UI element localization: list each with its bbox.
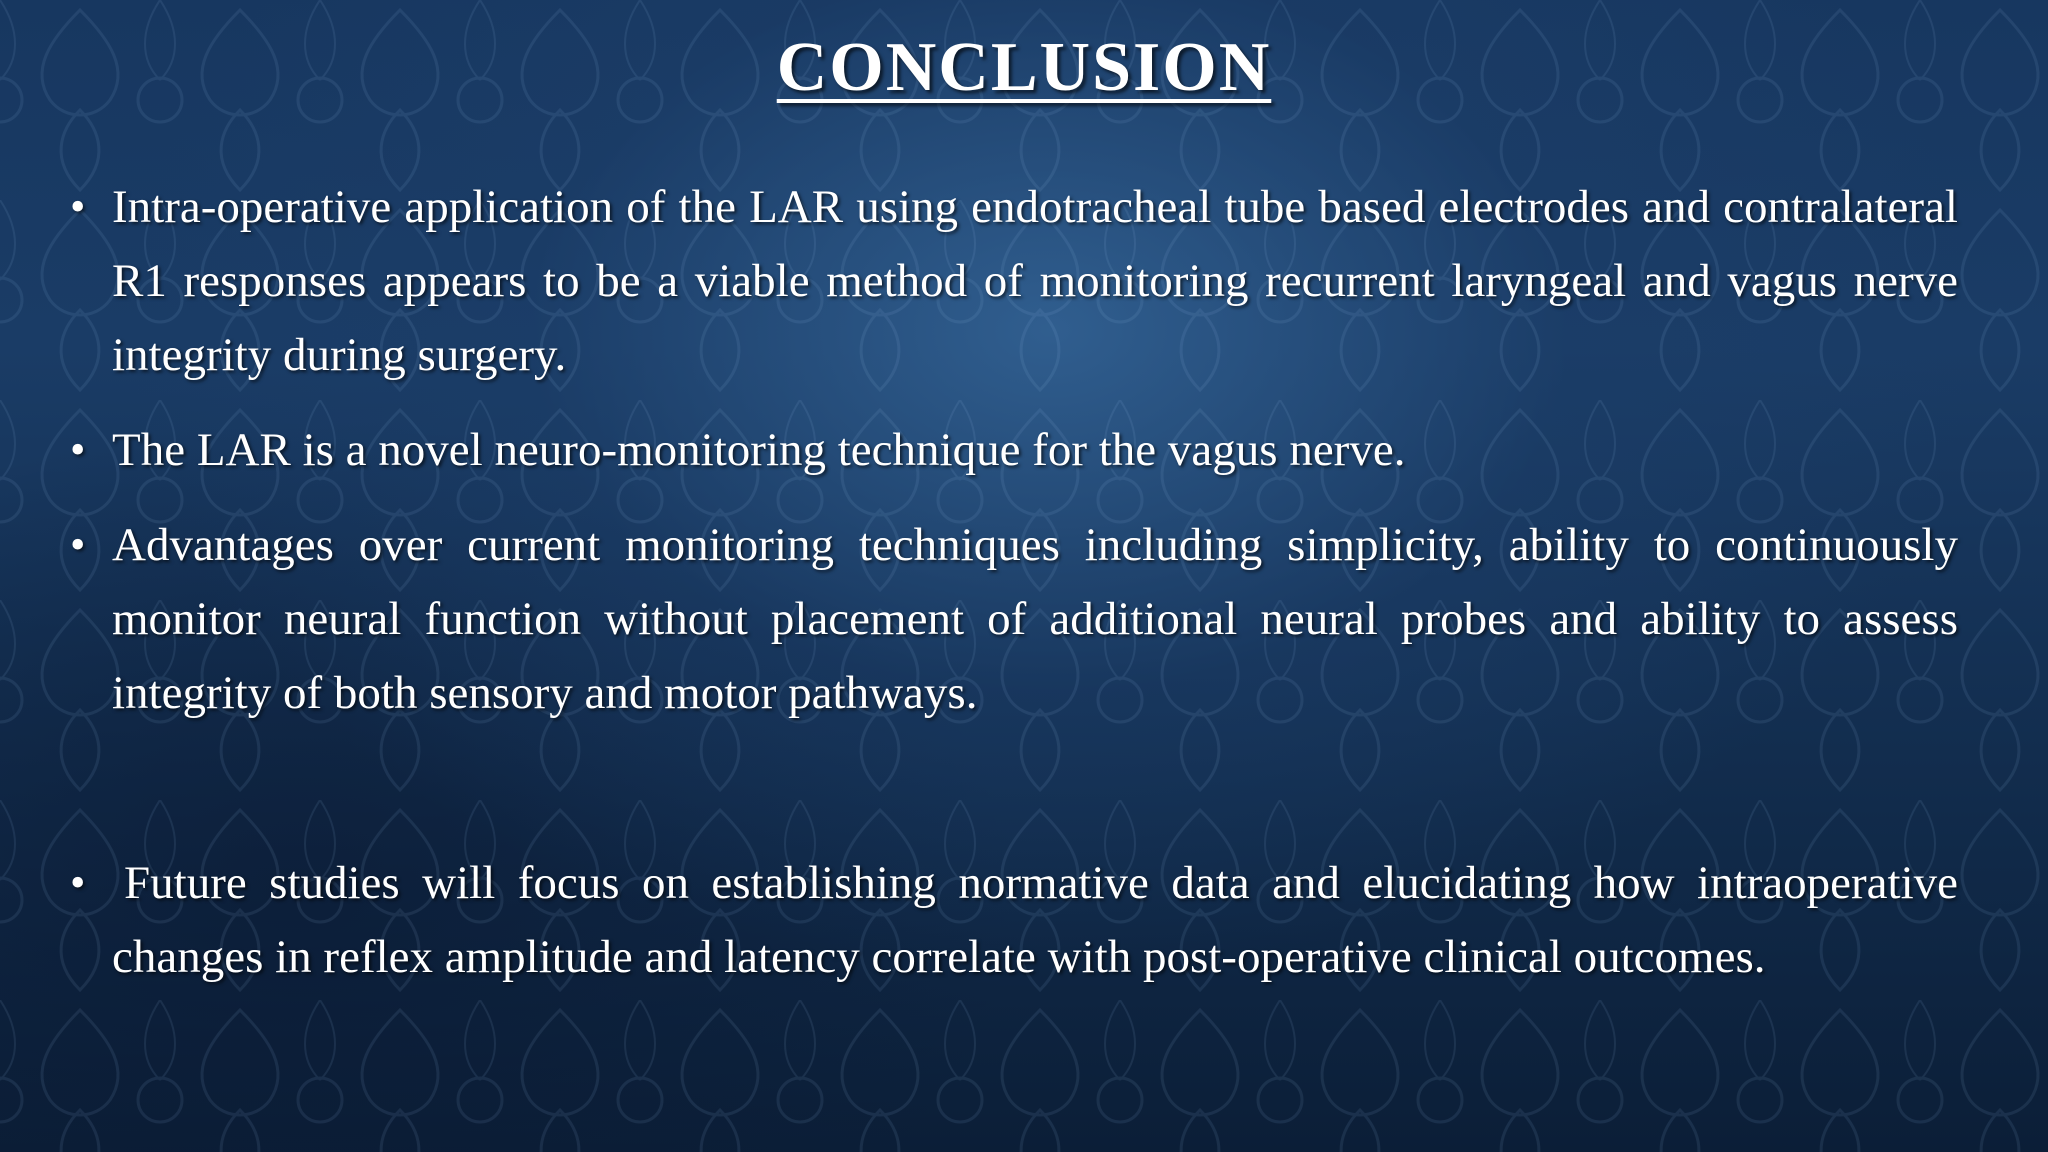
slide-title-text: CONCLUSION <box>776 29 1272 106</box>
bullet-item <box>70 413 1958 487</box>
bullet-text: The LAR is a novel neuro-monitoring technique for the vagus nerve. <box>112 424 1406 476</box>
bullet-text: Advantages over current monitoring techniques including simplicity, ability to continuously monitor neural function without placement of additional neural probes and ability to assess integrity of both sensory and motor pathways. <box>112 519 1958 719</box>
bullet-item <box>70 170 1958 392</box>
bullet-dot: • <box>70 425 86 474</box>
bullet-dot: • <box>70 182 86 231</box>
bullet-text: Intra-operative application of the LAR using endotracheal tube based electrodes and contralateral R1 responses appears to be a viable method of monitoring recurrent laryngeal and vagus nerve integrity during surgery. <box>112 181 1958 381</box>
bullet-item <box>70 508 1958 730</box>
slide-title <box>0 28 2048 108</box>
bullet-dot: • <box>70 858 86 907</box>
bullet-item <box>70 846 1958 994</box>
bullet-text: Future studies will focus on establishing normative data and elucidating how intraoperative changes in reflex amplitude and latency correlate with post-operative clinical outcomes. <box>112 857 1958 983</box>
bullet-dot: • <box>70 520 86 569</box>
